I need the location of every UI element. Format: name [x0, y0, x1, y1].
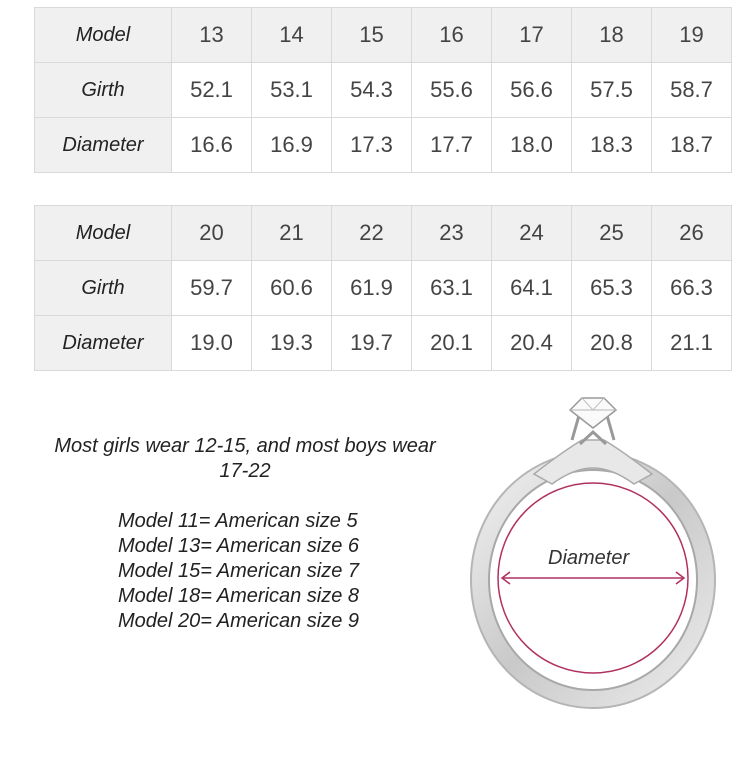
table-cell: 14 — [252, 8, 332, 63]
table-cell: 26 — [652, 206, 732, 261]
table-cell: 24 — [492, 206, 572, 261]
ring-inner-edge — [489, 470, 697, 690]
diameter-row — [35, 118, 732, 173]
table-cell: 18.7 — [652, 118, 732, 173]
table-cell: 21 — [252, 206, 332, 261]
table-cell: 19.3 — [252, 316, 332, 371]
row-header: Diameter — [35, 118, 172, 173]
table-cell: 22 — [332, 206, 412, 261]
table-cell: 23 — [412, 206, 492, 261]
table-cell: 52.1 — [172, 63, 252, 118]
girth-row — [35, 63, 732, 118]
row-header: Model — [35, 206, 172, 261]
table-cell: 16 — [412, 8, 492, 63]
table-cell: 17.3 — [332, 118, 412, 173]
size-conversion-list — [118, 509, 359, 634]
row-header: Girth — [35, 63, 172, 118]
table-cell: 20.8 — [572, 316, 652, 371]
table-cell: 20 — [172, 206, 252, 261]
table-cell: 16.9 — [252, 118, 332, 173]
table-cell: 18.3 — [572, 118, 652, 173]
diameter-row — [35, 316, 732, 371]
table-cell: 17.7 — [412, 118, 492, 173]
table-cell: 13 — [172, 8, 252, 63]
table-cell: 57.5 — [572, 63, 652, 118]
conversion-item: Model 18= American size 8 — [118, 585, 360, 607]
diameter-label: Diameter — [548, 547, 630, 569]
table-cell: 60.6 — [252, 261, 332, 316]
model-row — [35, 206, 732, 261]
table-cell: 55.6 — [412, 63, 492, 118]
table-cell: 56.6 — [492, 63, 572, 118]
table-cell: 66.3 — [652, 261, 732, 316]
table-cell: 59.7 — [172, 261, 252, 316]
size-table-1 — [34, 7, 732, 173]
conversion-item: Model 11= American size 5 — [118, 510, 358, 532]
row-header: Diameter — [35, 316, 172, 371]
girth-row — [35, 261, 732, 316]
table-cell: 18 — [572, 8, 652, 63]
table-cell: 64.1 — [492, 261, 572, 316]
table-cell: 20.4 — [492, 316, 572, 371]
size-table-2 — [34, 205, 732, 371]
table-cell: 18.0 — [492, 118, 572, 173]
table-cell: 17 — [492, 8, 572, 63]
conversion-item: Model 15= American size 7 — [118, 560, 360, 582]
table-cell: 16.6 — [172, 118, 252, 173]
table-cell: 53.1 — [252, 63, 332, 118]
table-cell: 58.7 — [652, 63, 732, 118]
wearing-note: Most girls wear 12-15, and most boys wear 17-22 — [54, 435, 436, 482]
table-cell: 19.7 — [332, 316, 412, 371]
table-cell: 15 — [332, 8, 412, 63]
table-cell: 65.3 — [572, 261, 652, 316]
table-cell: 20.1 — [412, 316, 492, 371]
table-cell: 21.1 — [652, 316, 732, 371]
conversion-item: Model 20= American size 9 — [118, 610, 360, 632]
row-header: Girth — [35, 261, 172, 316]
model-row — [35, 8, 732, 63]
table-cell: 25 — [572, 206, 652, 261]
table-cell: 61.9 — [332, 261, 412, 316]
table-cell: 54.3 — [332, 63, 412, 118]
row-header: Model — [35, 8, 172, 63]
table-cell: 19.0 — [172, 316, 252, 371]
table-cell: 19 — [652, 8, 732, 63]
table-cell: 63.1 — [412, 261, 492, 316]
conversion-item: Model 13= American size 6 — [118, 535, 360, 557]
